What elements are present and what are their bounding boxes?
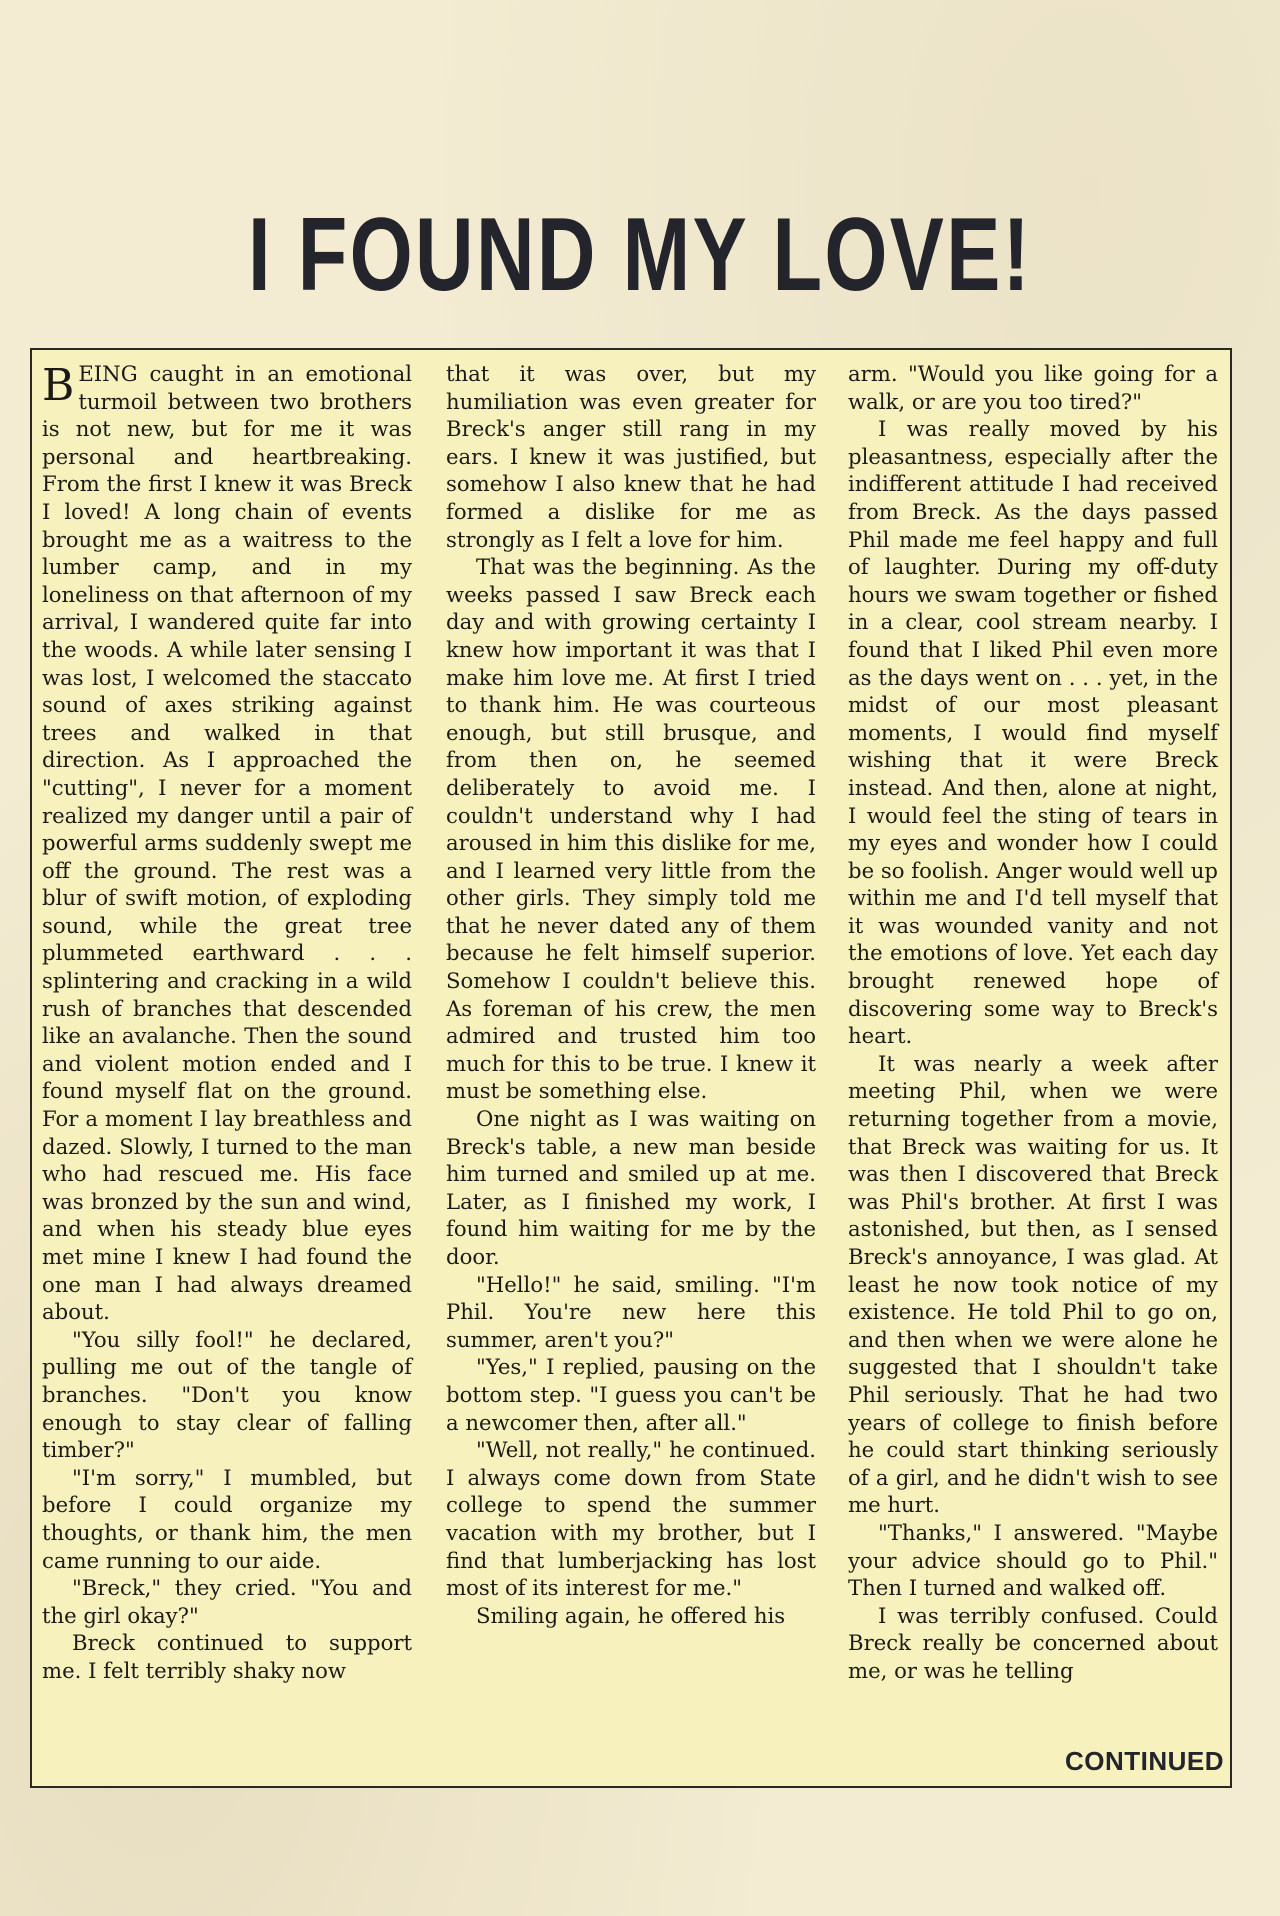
paragraph: Smiling again, he offered his <box>476 1602 786 1628</box>
continued-label: CONTINUED <box>1064 1746 1224 1776</box>
paragraph: "Hello!" he said, smiling. "I'm Phil. You're new here this summer, aren't you?" <box>446 1271 816 1352</box>
paragraph: I was terribly confused. Could Breck really be concerned about me, or was he telling <box>848 1602 1218 1683</box>
drop-cap: B <box>42 360 75 411</box>
paragraph: "Yes," I replied, pausing on the bottom step. "I guess you can't be a newcomer then, after all." <box>446 1354 816 1435</box>
paragraph: "Thanks," I answered. "Maybe your advice should go to Phil." Then I turned and walked off. <box>848 1519 1218 1601</box>
paragraph-text: EING caught in an emotional turmoil between two brothers is not new, but for me it was personal and heartbreaking. From the first I knew it was Breck I loved! A long chain of events brought me as a waitress to the lumber camp, and in my loneliness on that afternoon of my arrival, I wandered quite far into the woods. A while later sensing I was lost, I welcomed the staccato sound of axes striking against trees and walked in that direction. As I approached the "cutting", I never for a moment realized my danger until a pair of powerful arms suddenly swept me off the ground. The rest was a blur of swift motion, of exploding sound, while the great tree plummeted earthward . . . splintering and cracking in a wild rush of branches that descended like an avalanche. Then the sound and violent motion ended and I found myself flat on the ground. For a moment I lay breathless and dazed. Slowly, I turned to the man who had rescued me. His face was bronzed by the sun and wind, and when his steady blue eyes met mine I knew I had found the one man I had always dreamed about. <box>42 361 412 1325</box>
story-title: I FOUND MY LOVE! <box>247 197 1033 313</box>
paragraph: One night as I was waiting on Breck's table, a new man beside him turned and smiled up at me. Later, as I finished my work, I found him waiting for me by the door. <box>446 1106 816 1269</box>
paragraph: It was nearly a week after meeting Phil, when we were returning together from a movie, that Breck was waiting for us. It was then I discovered that Breck was Phil's brother. At first I was astonished, but then, as I sensed Breck's annoyance, I was glad. At least he now took notice of my existence. He told Phil to go on, and then when we were alone he suggested that I shouldn't take Phil seriously. That he had two years of college to finish before he could start thinking seriously of a girl, and he didn't wish to see me hurt. <box>848 1050 1218 1518</box>
paragraph: "Well, not really," he continued. I always come down from State college to spend the summer vacation with my brother, but I find that lumberjacking has lost most of its interest for me." <box>446 1437 816 1601</box>
paragraph: "I'm sorry," I mumbled, but before I could organize my thoughts, or thank him, the men came running to our aide. <box>42 1464 412 1573</box>
text-column-1 <box>42 360 412 1685</box>
paragraph: "You silly fool!" he declared, pulling me out of the tangle of branches. "Don't you know enough to stay clear of falling timber?" <box>42 1326 412 1463</box>
paragraph: that it was over, but my humiliation was even greater for Breck's anger still rang in my ears. I knew it was justified, but somehow I also knew that he had formed a dislike for me as strongly as I felt a love for him. <box>446 361 816 552</box>
text-column-3 <box>848 360 1218 1685</box>
paragraph: Breck continued to support me. I felt terribly shaky now <box>42 1630 412 1683</box>
paragraph <box>42 360 412 1326</box>
paragraph: arm. "Would you like going for a walk, or are you too tired?" <box>848 361 1218 414</box>
text-column-2 <box>446 360 816 1629</box>
paragraph: I was really moved by his pleasantness, especially after the indifferent attitude I had received from Breck. As the days passed Phil made me feel happy and full of laughter. During my off-duty hours we swam together or fished in a clear, cool stream nearby. I found that I liked Phil even more as the days went on . . . yet, in the midst of our most pleasant moments, I would find myself wishing that it were Breck instead. And then, alone at night, I would feel the sting of tears in my eyes and wonder how I could be so foolish. Anger would well up within me and I'd tell myself that it was wounded vanity and not the emotions of love. Yet each day brought renewed hope of discovering some way to Breck's heart. <box>848 416 1218 1049</box>
paragraph: That was the beginning. As the weeks passed I saw Breck each day and with growing certainty I knew how important it was that I make him love me. At first I tried to thank him. He was courteous enough, but still brusque, and from then on, he seemed deliberately to avoid me. I couldn't understand why I had aroused in him this dislike for me, and I learned very little from the other girls. They simply told me that he never dated any of them because he felt himself superior. Somehow I couldn't believe this. As foreman of his crew, the men admired and trusted him too much for this to be true. I knew it must be something else. <box>446 554 816 1104</box>
paragraph: "Breck," they cried. "You and the girl okay?" <box>42 1575 412 1628</box>
